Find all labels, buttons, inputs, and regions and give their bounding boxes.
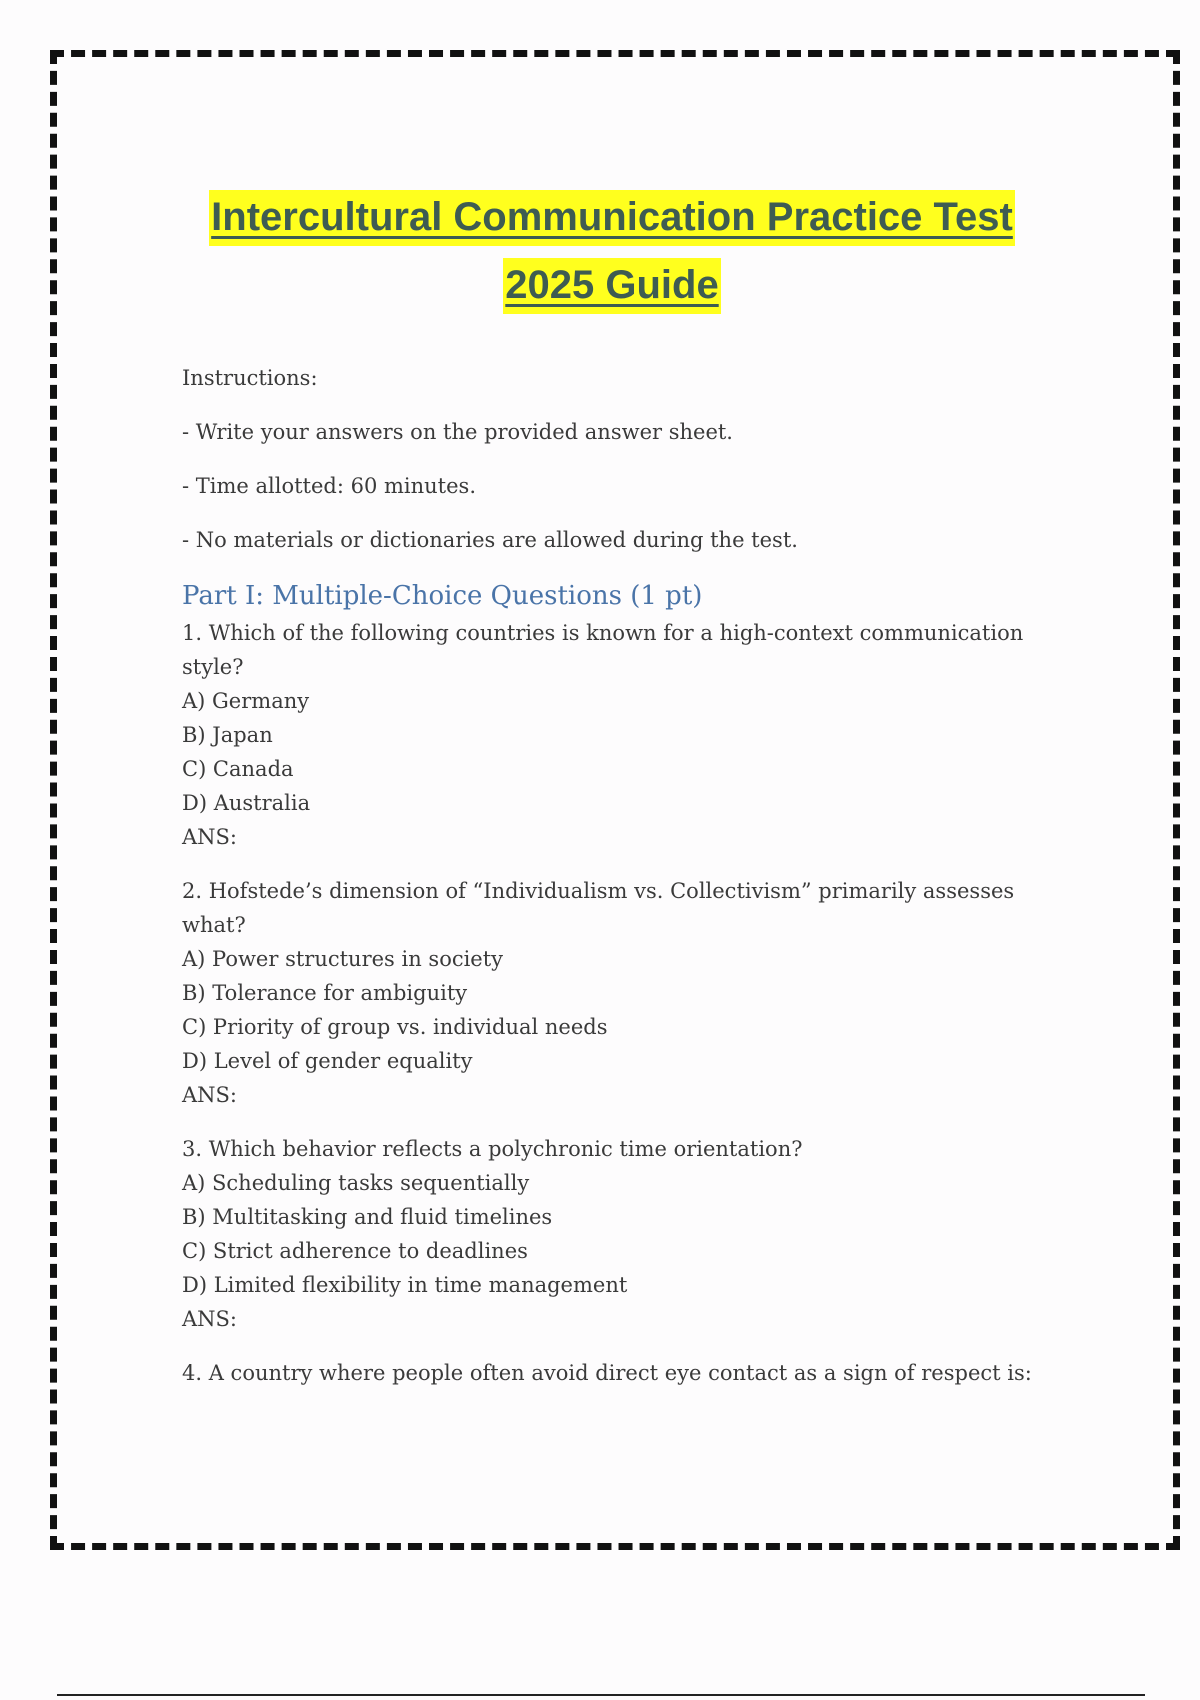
answer-option: D) Limited flexibility in time management — [182, 1273, 628, 1297]
instruction-item: - No materials or dictionaries are allowed during the test. — [182, 528, 798, 552]
title-line-2: 2025 Guide — [503, 258, 720, 314]
answer-label: ANS: — [182, 1083, 238, 1107]
answer-option: B) Multitasking and fluid timelines — [182, 1205, 553, 1229]
question-text: 2. Hofstede’s dimension of “Individualism vs. Collectivism” primarily assesses what? — [182, 879, 1015, 937]
answer-option: A) Germany — [182, 689, 310, 713]
answer-option: C) Canada — [182, 757, 294, 781]
bottom-rule — [57, 1694, 1145, 1696]
answer-label: ANS: — [182, 1307, 238, 1331]
question-2 — [182, 874, 1042, 1112]
answer-option: C) Priority of group vs. individual needs — [182, 1015, 608, 1039]
title-line-1: Intercultural Communication Practice Test — [209, 190, 1015, 246]
answer-option: C) Strict adherence to deadlines — [182, 1239, 528, 1263]
document-content — [182, 190, 1042, 1410]
answer-option: A) Scheduling tasks sequentially — [182, 1171, 530, 1195]
answer-option: B) Japan — [182, 723, 273, 747]
instruction-item: - Write your answers on the provided answer sheet. — [182, 420, 733, 444]
question-text: 3. Which behavior reflects a polychronic time orientation? — [182, 1137, 803, 1161]
section-heading: Part I: Multiple-Choice Questions (1 pt) — [182, 581, 703, 611]
question-4 — [182, 1356, 1042, 1390]
instruction-item: - Time allotted: 60 minutes. — [182, 474, 476, 498]
question-1 — [182, 616, 1042, 854]
answer-option: D) Level of gender equality — [182, 1049, 473, 1073]
answer-option: A) Power structures in society — [182, 947, 504, 971]
instructions-block — [182, 364, 1042, 554]
answer-option: D) Australia — [182, 791, 311, 815]
answer-option: B) Tolerance for ambiguity — [182, 981, 468, 1005]
question-text: 4. A country where people often avoid direct eye contact as a sign of respect is: — [182, 1361, 1032, 1385]
question-3 — [182, 1132, 1042, 1336]
answer-label: ANS: — [182, 825, 238, 849]
document-title — [182, 190, 1042, 314]
question-text: 1. Which of the following countries is known for a high-context communication style? — [182, 621, 1024, 679]
instructions-heading: Instructions: — [182, 366, 318, 390]
